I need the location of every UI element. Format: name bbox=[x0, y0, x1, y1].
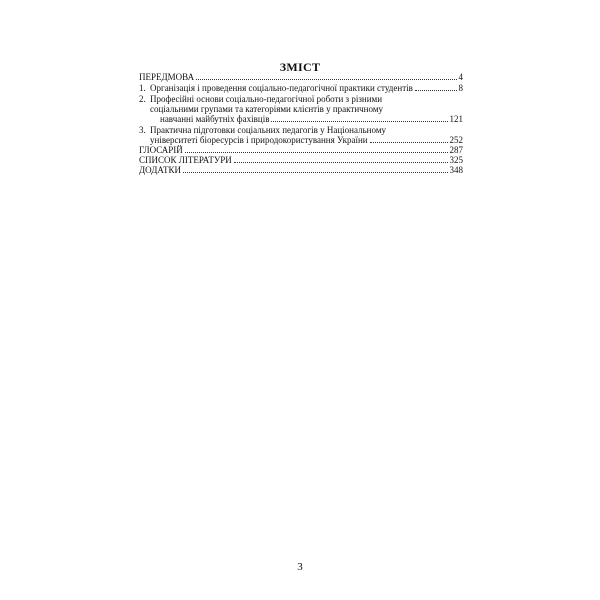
toc-entry-page: 348 bbox=[449, 165, 463, 175]
dot-leader bbox=[183, 172, 447, 173]
toc-entry-page: 4 bbox=[458, 72, 463, 82]
toc-entry-appendices bbox=[139, 165, 463, 175]
toc-entry-label: Організація і проведення соціально-педагогічної практики студентів bbox=[150, 83, 413, 93]
toc-entry-label-line: Професійні основи соціально-педагогічної роботи з різними bbox=[150, 94, 383, 104]
toc-entry-page: 325 bbox=[449, 155, 463, 165]
toc-entry-page: 121 bbox=[449, 114, 463, 124]
toc-title: ЗМІСТ bbox=[279, 60, 321, 74]
toc-entry-label: ДОДАТКИ bbox=[139, 165, 182, 175]
toc-entry-label: ПЕРЕДМОВА bbox=[139, 72, 195, 82]
toc-entry-label-line: Практична підготовки соціальних педагогів у Національному bbox=[150, 125, 387, 135]
toc-entry-page: 252 bbox=[449, 135, 463, 145]
toc-entry-page: 287 bbox=[449, 145, 463, 155]
dot-leader bbox=[370, 142, 448, 143]
table-of-contents bbox=[139, 72, 463, 175]
toc-entry-label-line: соціальними групами та категоріями клієнтів у практичному bbox=[150, 104, 384, 114]
dot-leader bbox=[185, 152, 448, 153]
toc-entry-label: ГЛОСАРІЙ bbox=[139, 145, 183, 155]
toc-entry-glossary bbox=[139, 145, 463, 155]
toc-entry-page: 8 bbox=[458, 83, 463, 93]
toc-entry-chapter-3 bbox=[139, 125, 463, 145]
toc-entry-references bbox=[139, 155, 463, 165]
chapter-number: 2. bbox=[139, 94, 146, 104]
toc-entry-label-line: університеті біоресурсів і природокористування України bbox=[150, 135, 368, 145]
chapter-number: 1. bbox=[139, 83, 146, 93]
toc-entry-preface bbox=[139, 72, 463, 82]
dot-leader bbox=[415, 90, 457, 91]
toc-entry-label-line: навчанні майбутніх фахівців bbox=[160, 114, 270, 124]
toc-entry-label: СПИСОК ЛІТЕРАТУРИ bbox=[139, 155, 232, 165]
chapter-number: 3. bbox=[139, 125, 146, 135]
page-number: 3 bbox=[297, 561, 303, 573]
toc-entry-chapter-1 bbox=[139, 83, 463, 93]
dot-leader bbox=[234, 162, 448, 163]
dot-leader bbox=[271, 121, 447, 122]
dot-leader bbox=[196, 79, 456, 80]
toc-entry-chapter-2 bbox=[139, 94, 463, 124]
